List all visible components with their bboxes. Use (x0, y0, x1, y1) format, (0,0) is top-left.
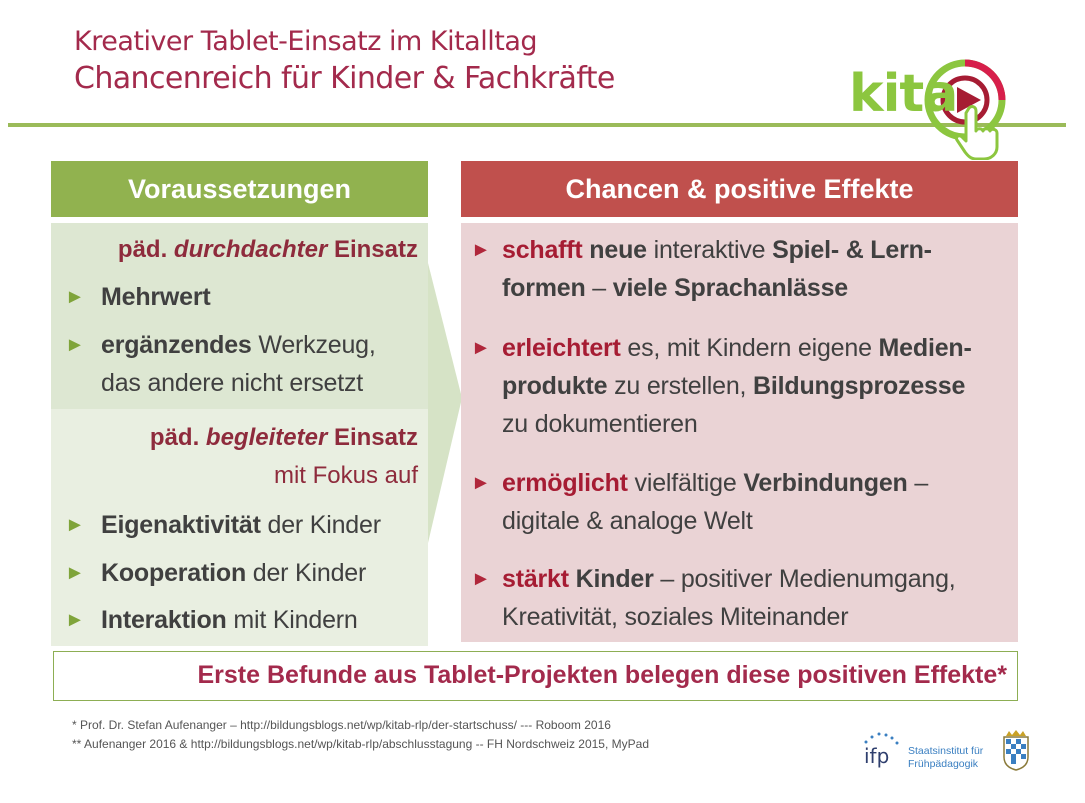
bullet-triangle-icon: ► (65, 514, 85, 536)
bullet-triangle-icon: ► (65, 286, 85, 308)
effect-item: ► ermöglicht vielfältige Verbindungen – digitale & analoge Welt (471, 464, 1008, 540)
block-subtitle: mit Fokus auf (273, 462, 418, 489)
bullet-triangle-icon: ► (65, 562, 85, 584)
effect-item: ► erleichtert es, mit Kindern eigene Medien- produkte zu erstellen, Bildungsprozesse zu dokumentieren (471, 329, 1008, 443)
bullet-triangle-icon: ► (65, 609, 85, 631)
footnote-2: ** Aufenanger 2016 & http://bildungsblogs.net/wp/kitab-rlp/abschlusstagung -- FH Nordschweiz 2015, MyPad (72, 737, 649, 751)
left-column-heading: Voraussetzungen (51, 161, 428, 217)
slide-subtitle: Kreativer Tablet-Einsatz im Kitalltag (74, 26, 538, 57)
institute-name: Staatsinstitut für Frühpädagogik (908, 745, 984, 770)
bullet-triangle-icon: ► (65, 334, 85, 356)
ifp-logo-text: ifp (864, 744, 890, 768)
list-item: ► Eigenaktivität der Kinder (65, 506, 381, 544)
effect-item: ► stärkt Kinder – positiver Medienumgang, Kreativität, soziales Miteinander (471, 560, 1008, 636)
kita-logo-text: kita (849, 64, 958, 124)
list-item: ► ergänzendes Werkzeug, das andere nicht ersetzt (65, 326, 376, 402)
right-column-heading: Chancen & positive Effekte (461, 161, 1018, 217)
footnote-1: * Prof. Dr. Stefan Aufenanger – http://bildungsblogs.net/wp/kitab-rlp/der-startschuss/ --- Roboom 2016 (72, 718, 611, 732)
list-item: ► Interaktion mit Kindern (65, 601, 358, 639)
connector-arrow-icon (428, 223, 462, 548)
list-item: ► Kooperation der Kinder (65, 554, 366, 592)
kita-logo (847, 52, 1022, 162)
banner-text: Erste Befunde aus Tablet-Projekten belegen diese positiven Effekte* (197, 661, 1007, 689)
bullet-triangle-icon: ► (471, 472, 491, 494)
bavarian-crest (1000, 729, 1032, 771)
prerequisite-block-planned (51, 223, 428, 409)
effect-item: ► schafft neue interaktive Spiel- & Lern- formen – viele Sprachanlässe (471, 231, 1008, 307)
bullet-triangle-icon: ► (471, 337, 491, 359)
list-item: ► Mehrwert (65, 278, 211, 316)
effects-box (461, 223, 1018, 642)
hand-cursor-icon (955, 104, 1017, 160)
bullet-triangle-icon: ► (471, 239, 491, 261)
block-title: päd. begleiteter Einsatz (149, 424, 418, 451)
bullet-triangle-icon: ► (471, 568, 491, 590)
prerequisite-block-guided (51, 409, 428, 646)
findings-banner (53, 651, 1018, 701)
slide-title: Chancenreich für Kinder & Fachkräfte (74, 61, 615, 96)
block-title: päd. durchdachter Einsatz (117, 236, 418, 263)
